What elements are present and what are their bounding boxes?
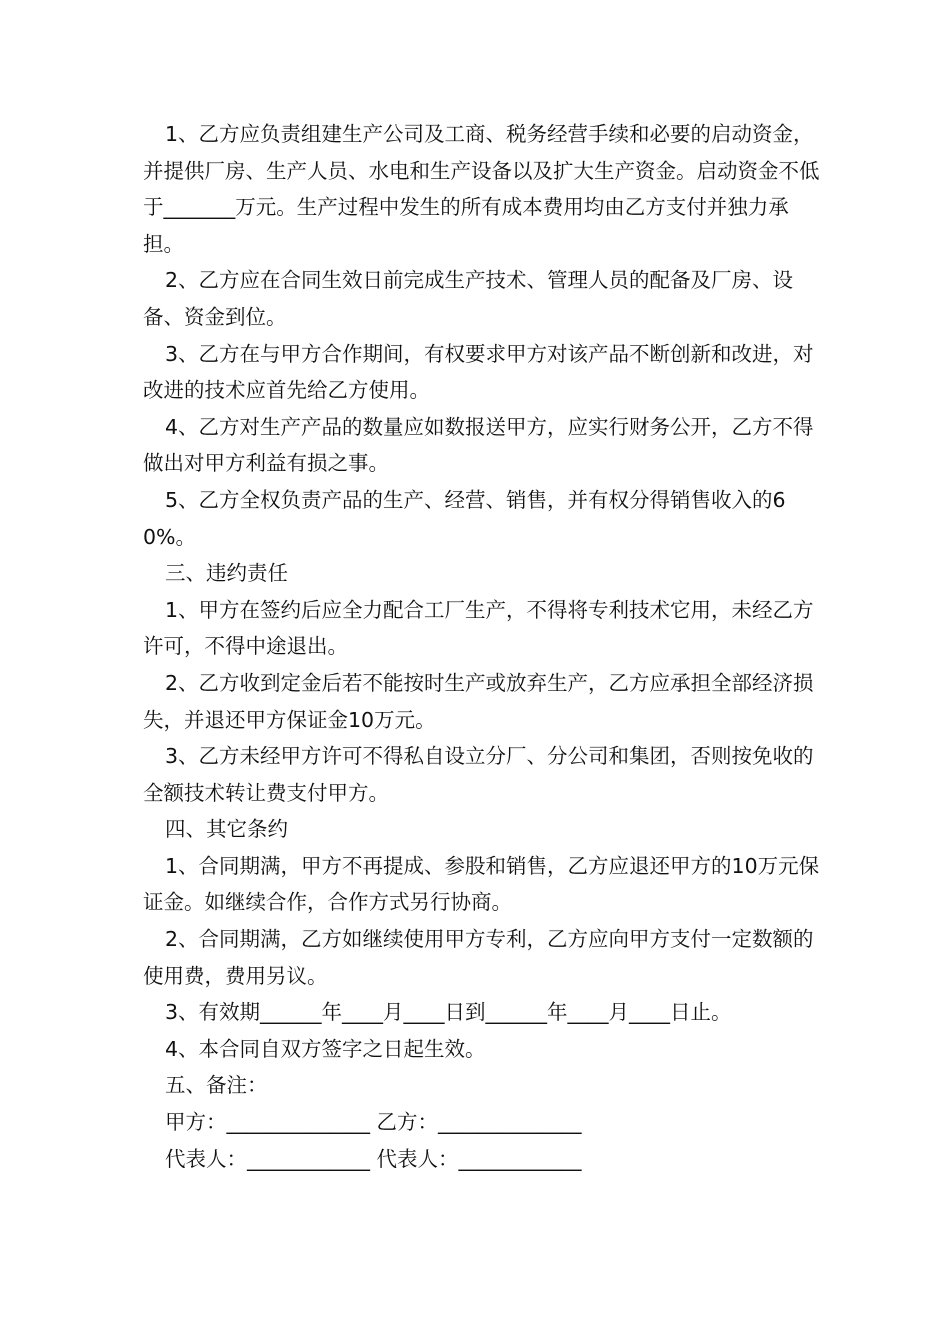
validity-period-line: 3、有效期______年____月____日到______年____月____日止。 (165, 1000, 732, 1025)
clause-yi-2: 2、乙方应在合同生效日前完成生产技术、管理人员的配备及厂房、设备、资金到位。 (143, 268, 794, 329)
clause-yi-3: 3、乙方在与甲方合作期间，有权要求甲方对该产品不断创新和改进，对改进的技术应首先给乙方使用。 (143, 341, 814, 403)
other-clause-1: 1、合同期满，甲方不再提成、参股和销售，乙方应退还甲方的10万元保证金。如继续合作，合作方式另行协商。 (143, 853, 820, 915)
other-clause-2: 2、合同期满，乙方如继续使用甲方专利，乙方应向甲方支付一定数额的使用费，费用另议。 (143, 927, 814, 988)
clause-yi-1: 1、乙方应负责组建生产公司及工商、税务经营手续和必要的启动资金，并提供厂房、生产人员、水电和生产设备以及扩大生产资金。启动资金不低于_______万元。生产过程中发生的所有成本费用均由乙方支付并独力承担。 (143, 122, 820, 256)
other-clause-4: 4、本合同自双方签字之日起生效。 (165, 1036, 486, 1061)
party-signature-line: 甲方：______________ 乙方：______________ (165, 1110, 582, 1135)
breach-clause-1: 1、甲方在签约后应全力配合工厂生产，不得将专利技术它用，未经乙方许可，不得中途退出。 (143, 597, 814, 659)
clause-yi-5: 5、乙方全权负责产品的生产、经营、销售，并有权分得销售收入的60%。 (143, 487, 786, 549)
section-heading-remarks: 五、备注： (165, 1073, 268, 1098)
section-heading-breach: 三、违约责任 (165, 561, 288, 586)
breach-clause-2: 2、乙方收到定金后若不能按时生产或放弃生产，乙方应承担全部经济损失，并退还甲方保证金10万元。 (143, 670, 814, 732)
section-heading-other-terms: 四、其它条约 (165, 817, 288, 842)
representative-signature-line: 代表人：____________ 代表人：____________ (165, 1146, 582, 1171)
breach-clause-3: 3、乙方未经甲方许可不得私自设立分厂、分公司和集团，否则按免收的全额技术转让费支付甲方。 (143, 744, 814, 805)
clause-yi-4: 4、乙方对生产产品的数量应如数报送甲方，应实行财务公开，乙方不得做出对甲方利益有损之事。 (143, 414, 814, 476)
contract-body (143, 116, 823, 1177)
